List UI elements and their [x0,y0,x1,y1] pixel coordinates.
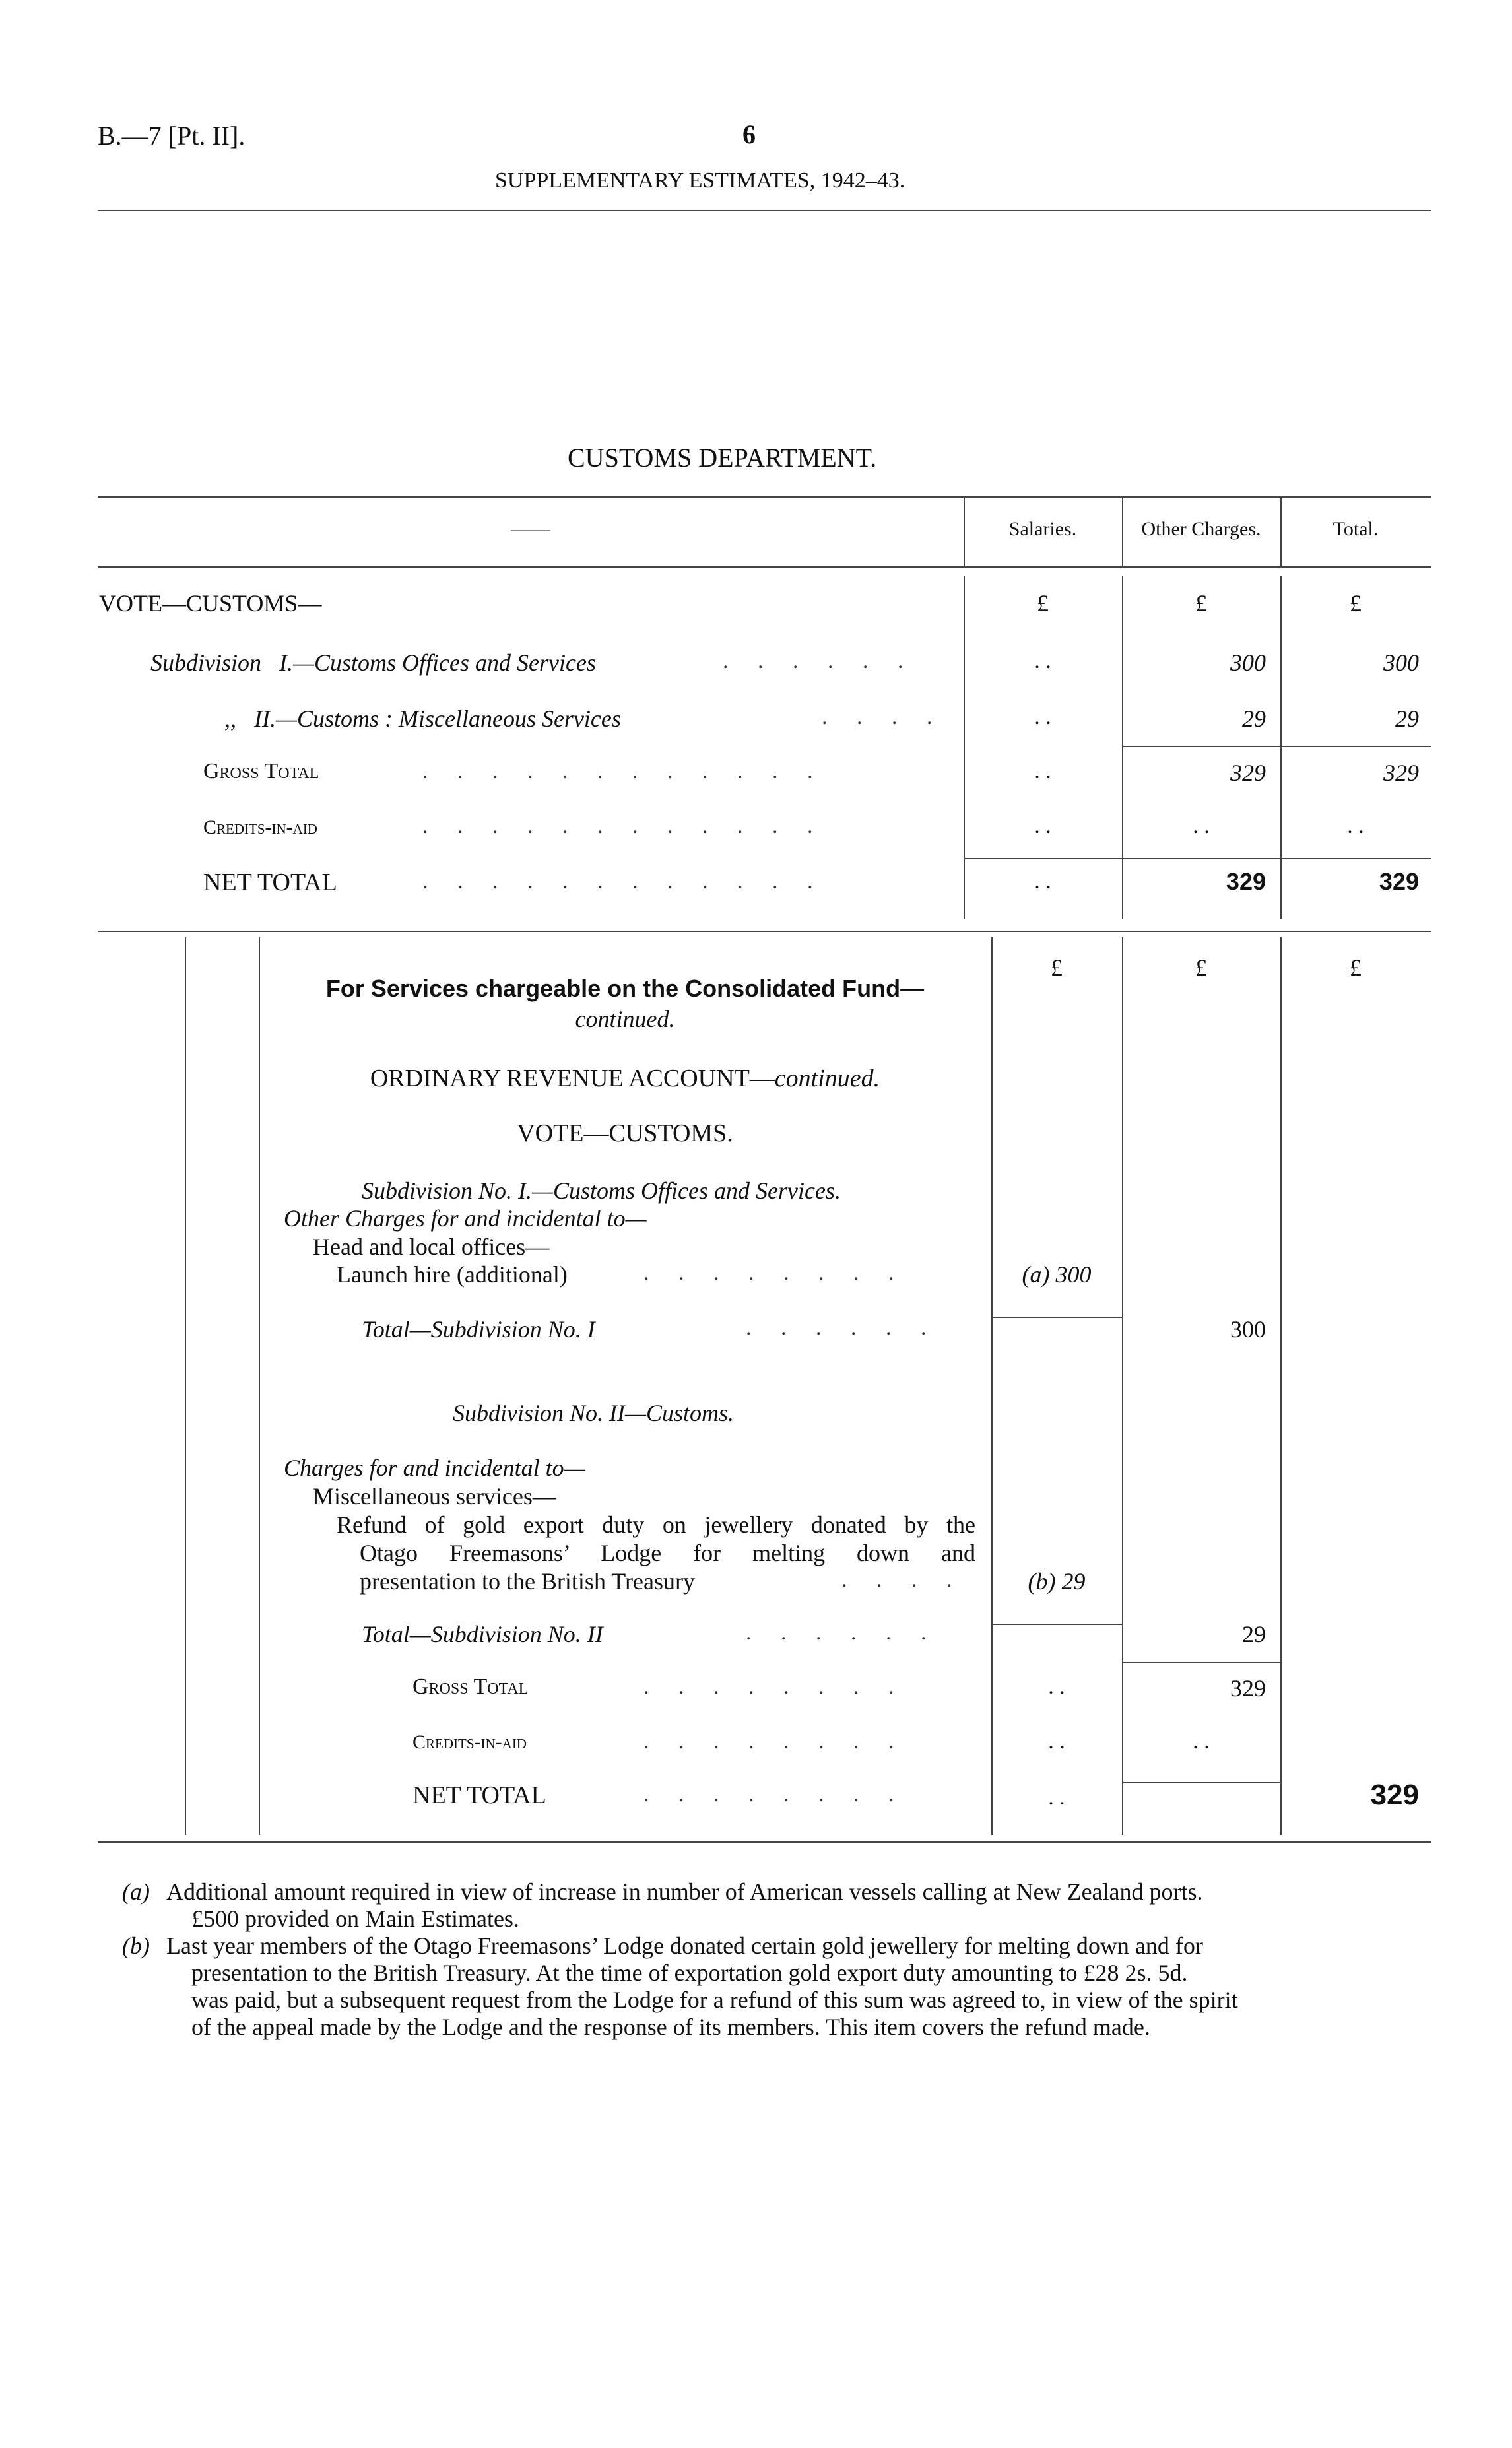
subtotal-rule [964,858,1431,859]
detail-col2-value: 329 [1230,1675,1266,1702]
subtotal-rule [1122,1782,1280,1783]
other-charges-value: 329 [1230,760,1266,786]
total-value: 29 [1395,706,1419,732]
total-value: . . [1347,814,1364,838]
fund-heading: For Services chargeable on the Consolidated Fund— [325,975,925,1002]
row-leader: . . . . . . . . [643,1261,906,1285]
salaries-value: . . [1034,705,1051,729]
summary-divider [964,496,965,566]
footnote-text: presentation to the British Treasury. At the time of exportation gold export duty amounting to £28 2s. 5d. [191,1960,1188,1986]
row-label: Subdivision I.—Customs Offices and Services [150,649,596,676]
subdivision-total-value: 300 [1230,1316,1266,1342]
other-charges-value: 329 [1226,868,1266,895]
row-leader: . . . . . . . . [643,1782,906,1806]
detail-col1-value: . . [1048,1729,1065,1754]
salaries-value: . . [1034,814,1051,838]
document-reference: B.—7 [Pt. II]. [98,121,246,150]
total-value: 329 [1383,760,1419,786]
item-label: Launch hire (additional) [337,1261,568,1288]
summary-header-rule [98,566,1431,568]
salaries-value: . . [1034,759,1051,783]
department-title: CUSTOMS DEPARTMENT. [568,443,877,473]
detail-top-rule [98,931,1431,932]
row-leader: . . . . . . [723,649,915,673]
detail-margin-line [185,937,186,1835]
item-amount: (a) 300 [1022,1261,1092,1288]
item-group: Head and local offices— [313,1234,550,1260]
item-label-line: presentation to the British Treasury [360,1568,695,1595]
item-group: Miscellaneous services— [313,1483,556,1509]
detail-col1-value: . . [1048,1674,1065,1699]
row-leader: . . . . . . . . [643,1674,906,1699]
charges-heading: Charges for and incidental to— [284,1455,585,1481]
footnote-text: Last year members of the Otago Freemasons’ Lodge donated certain gold jewellery for melting down and for [166,1933,1203,1959]
vote-heading: VOTE—CUSTOMS. [517,1119,733,1147]
summary-top-rule [98,496,1431,498]
row-leader: . . . . . . . . . . . . [422,759,825,783]
detail-divider [1280,937,1282,1835]
currency-symbol: £ [1195,590,1207,616]
row-leader: . . . . [822,705,944,729]
currency-symbol: £ [1195,954,1207,981]
row-label: Credits-in-aid [412,1731,527,1753]
footnote-marker: (a) [122,1878,150,1905]
page-title: SUPPLEMENTARY ESTIMATES, 1942–43. [495,168,905,193]
currency-symbol: £ [1350,954,1362,981]
detail-bottom-rule [98,1841,1431,1843]
page-number: 6 [742,119,756,149]
summary-divider [1280,576,1282,919]
total-value: 300 [1383,649,1419,676]
subtotal-rule [1122,746,1431,747]
detail-col2-value: . . [1193,1729,1210,1754]
subtotal-rule [991,1624,1122,1625]
subtotal-rule [1122,1662,1280,1663]
currency-symbol: £ [1350,590,1362,616]
row-label: ,, II.—Customs : Miscellaneous Services [224,706,621,732]
row-label: Gross Total [412,1674,529,1699]
row-leader: . . . . . . [746,1315,938,1340]
summary-divider [1122,576,1123,919]
row-leader: . . . . . . . . . . . . [422,869,825,894]
other-charges-value: . . [1193,814,1210,838]
row-leader: . . . . . . [746,1620,938,1645]
row-leader: . . . . [841,1568,964,1592]
summary-divider [1280,496,1282,566]
account-heading: ORDINARY REVENUE ACCOUNT—continued. [370,1065,880,1092]
footnote-text: was paid, but a subsequent request from the Lodge for a refund of this sum was agreed to, in view of the spirit [191,1987,1238,2013]
currency-symbol: £ [1051,954,1063,981]
subdivision-title: Subdivision No. II—Customs. [453,1400,735,1426]
detail-col1-value: . . [1048,1785,1065,1810]
subdivision-total-label: Total—Subdivision No. II [362,1621,603,1647]
footnote-text: £500 provided on Main Estimates. [191,1905,519,1932]
summary-divider [1122,496,1123,566]
item-label-line: Refund of gold export duty on jewellery donated by the [337,1511,975,1538]
subtotal-rule [991,1317,1122,1318]
net-total-value: 329 [1370,1779,1419,1811]
item-label-line: Otago Freemasons’ Lodge for melting down and [360,1540,975,1566]
row-label: Gross Total [203,759,319,783]
header-rule [98,210,1431,211]
row-leader: . . . . . . . . . . . . [422,814,825,838]
summary-col-total: Total. [1332,518,1379,540]
row-label: NET TOTAL [412,1781,546,1809]
footnote-text: of the appeal made by the Lodge and the response of its members. This item covers the refund made. [191,2014,1150,2040]
summary-divider [964,576,965,919]
salaries-value: . . [1034,869,1051,894]
detail-divider [991,937,993,1835]
other-charges-value: 300 [1230,649,1266,676]
item-amount: (b) 29 [1028,1568,1086,1595]
salaries-value: . . [1034,649,1051,673]
subdivision-total-value: 29 [1242,1621,1266,1647]
footnote-text: Additional amount required in view of increase in number of American vessels calling at New Zealand ports. [166,1878,1203,1905]
fund-heading-continued: continued. [575,1006,675,1032]
charges-heading: Other Charges for and incidental to— [284,1205,647,1232]
subdivision-title: Subdivision No. I.—Customs Offices and Services. [362,1177,841,1204]
vote-label: VOTE—CUSTOMS— [99,590,322,616]
summary-col-description: —— [511,518,550,540]
footnote-marker: (b) [122,1933,150,1959]
total-value: 329 [1379,868,1419,895]
subdivision-total-label: Total—Subdivision No. I [362,1316,595,1342]
row-label: Credits-in-aid [203,816,317,838]
currency-symbol: £ [1037,590,1049,616]
row-leader: . . . . . . . . [643,1729,906,1754]
summary-col-other-charges: Other Charges. [1141,518,1261,540]
summary-col-salaries: Salaries. [1008,518,1077,540]
row-label: NET TOTAL [203,869,337,896]
other-charges-value: 29 [1242,706,1266,732]
